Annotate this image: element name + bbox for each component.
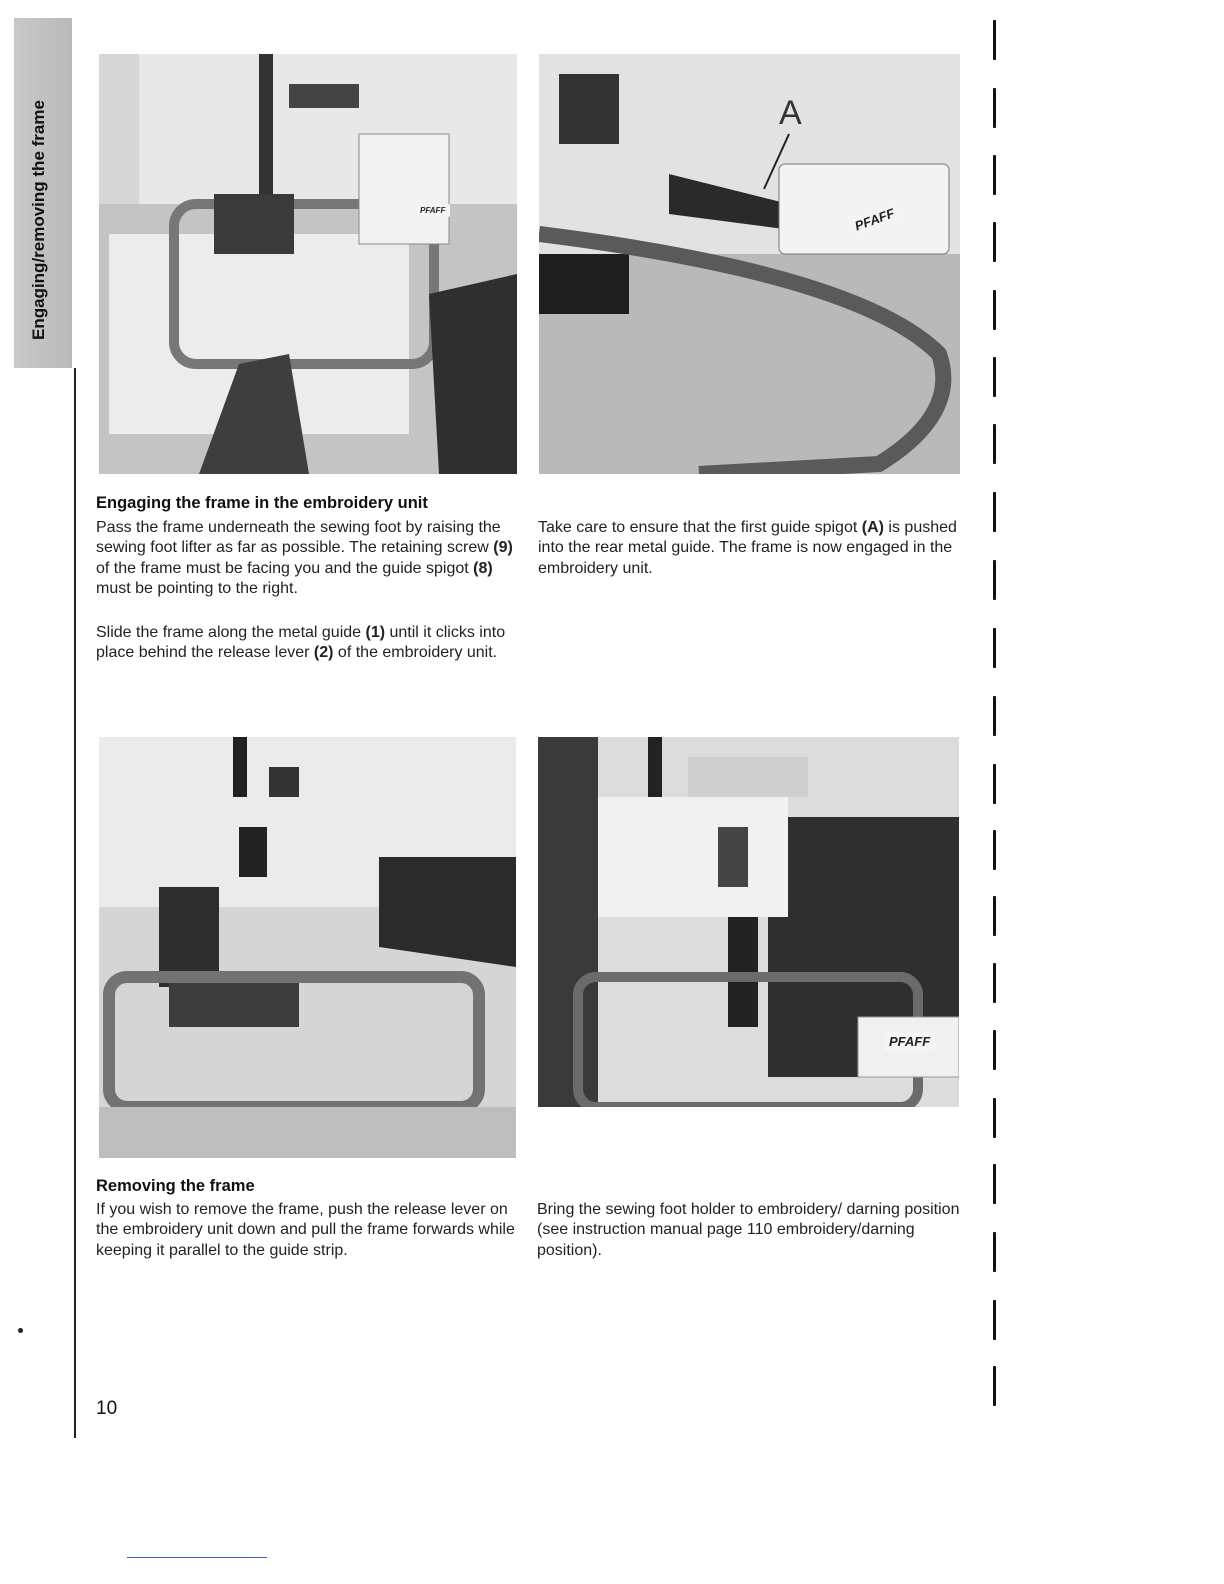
photo-engaging-frame-1 <box>99 54 517 474</box>
paragraph: Bring the sewing foot holder to embroidery/ darning position (see instruction manual page 110 embroidery/darning position). <box>537 1201 960 1259</box>
cut-mark <box>993 896 996 936</box>
margin-rule <box>74 368 76 1438</box>
cut-mark <box>993 88 996 128</box>
side-tab-label: Engaging/removing the frame <box>29 100 48 340</box>
cut-mark <box>993 222 996 262</box>
cut-mark <box>993 963 996 1003</box>
cut-mark <box>993 155 996 195</box>
cut-mark <box>993 560 996 600</box>
cut-mark <box>993 830 996 870</box>
section-heading: Removing the frame <box>96 1177 255 1195</box>
paragraph: If you wish to remove the frame, push the release lever on the embroidery unit down and pull the frame forwards while keeping it parallel to the guide strip. <box>96 1201 515 1259</box>
sewing-machine-closeup-illustration <box>539 54 960 474</box>
cut-mark <box>993 424 996 464</box>
bottom-rule <box>127 1557 267 1558</box>
sewing-machine-removal-illustration <box>99 737 516 1158</box>
cut-mark <box>993 290 996 330</box>
cut-mark <box>993 492 996 532</box>
cut-mark <box>993 696 996 736</box>
photo-removing-frame-2 <box>538 737 959 1158</box>
photo-engaging-frame-2 <box>539 54 960 474</box>
margin-dot <box>18 1328 23 1333</box>
paragraph: Slide the frame along the metal guide (1) until it clicks into place behind the release lever (2) of the embroidery unit. <box>96 624 506 662</box>
page-number: 10 <box>96 1398 118 1419</box>
sewing-machine-illustration <box>99 54 517 474</box>
cut-mark <box>993 1030 996 1070</box>
cut-mark <box>993 628 996 668</box>
cut-mark <box>993 1232 996 1272</box>
cut-mark <box>993 20 996 60</box>
brand-label: PFAFF <box>847 202 902 237</box>
section-heading: Engaging the frame in the embroidery unit <box>96 494 428 512</box>
cut-mark <box>993 1098 996 1138</box>
paragraph: Pass the frame underneath the sewing foot by raising the sewing foot lifter as far as possible. The retaining screw (9) of the frame must be facing you and the guide spigot (8) must be pointing to the right. <box>96 519 513 597</box>
cut-mark <box>993 357 996 397</box>
sewing-foot-holder-illustration <box>538 737 959 1158</box>
paragraph: Take care to ensure that the first guide spigot (A) is pushed into the rear metal guide. The frame is now engaged in the embroidery unit. <box>538 519 957 577</box>
cut-mark <box>993 1164 996 1204</box>
callout-label: A <box>779 94 802 132</box>
photo-removing-frame-1 <box>99 737 516 1158</box>
cut-mark <box>993 1366 996 1406</box>
cut-mark <box>993 1300 996 1340</box>
brand-label: PFAFF <box>884 1032 935 1051</box>
cut-mark <box>993 764 996 804</box>
brand-label: PFAFF <box>415 204 450 217</box>
